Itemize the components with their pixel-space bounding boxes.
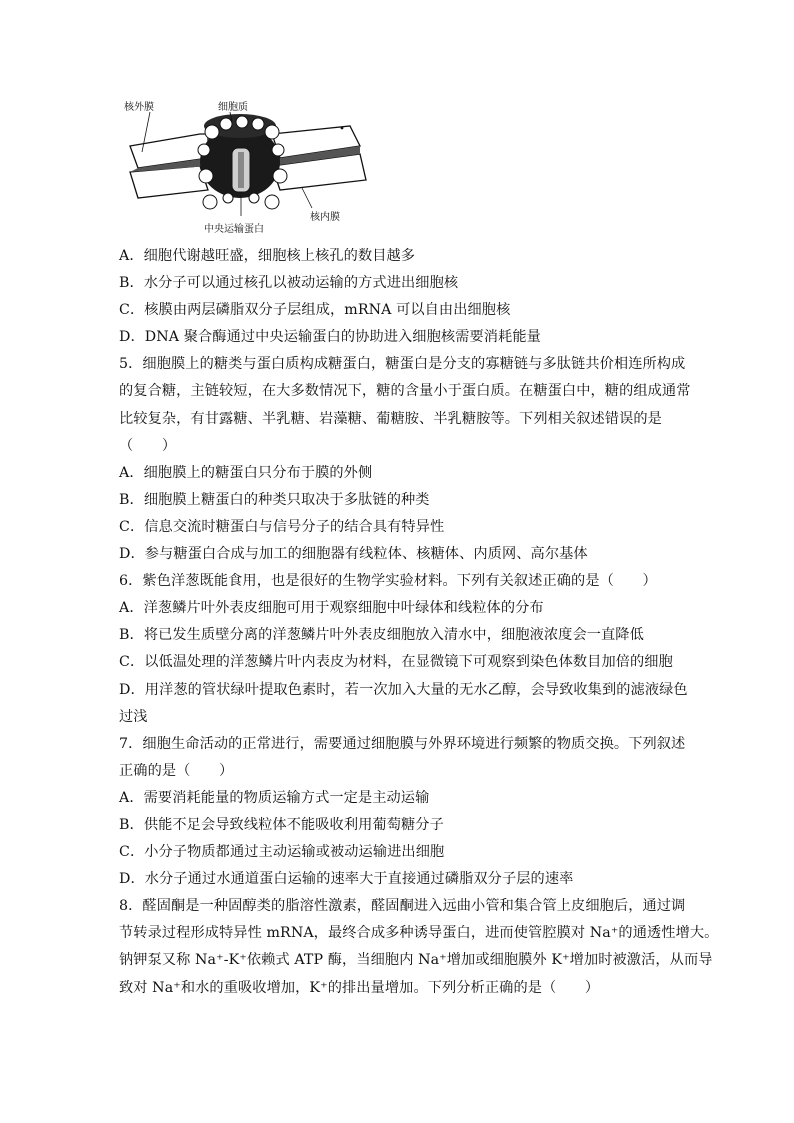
label-inner-membrane: 核内膜	[310, 212, 340, 223]
label-cytoplasm: 细胞质	[218, 102, 248, 113]
q5-option-d: D．参与糖蛋白合成与加工的细胞器有线粒体、核糖体、内质网、高尔基体	[119, 546, 588, 563]
q7-option-d: D．水分子通过水通道蛋白运输的速率大于直接通过磷脂双分子层的速率	[119, 871, 574, 888]
central-channel	[238, 152, 244, 188]
dot-mark	[341, 127, 344, 130]
label-central-protein: 中央运输蛋白	[204, 224, 264, 235]
q8-stem-line-2: 节转录过程形成特异性 mRNA，最终合成多种诱导蛋白，进而使管腔膜对 Na⁺的通透性增大。	[119, 925, 719, 942]
q4-option-c: C．核膜由两层磷脂双分子层组成，mRNA 可以自由出细胞核	[119, 302, 511, 319]
q6-option-a: A．洋葱鳞片叶外表皮细胞可用于观察细胞中叶绿体和线粒体的分布	[119, 600, 544, 617]
q4-option-d: D．DNA 聚合酶通过中央运输蛋白的协助进入细胞核需要消耗能量	[119, 329, 541, 346]
subunit-10	[203, 195, 217, 209]
subunit-7	[272, 144, 284, 156]
q5-stem-line-4: （ ）	[119, 437, 177, 454]
q8-stem-line-3: 钠钾泵又称 Na⁺-K⁺依赖式 ATP 酶，当细胞内 Na⁺增加或细胞膜外 K⁺增加时被激活，从而导	[119, 952, 713, 969]
q4-option-b: B．水分子可以通过核孔以被动运输的方式进出细胞核	[119, 275, 459, 292]
nuclear-pore-diagram	[120, 98, 370, 238]
subunit-9	[273, 169, 287, 183]
nuclear-pore-figure	[120, 98, 370, 238]
subunit-13	[265, 195, 279, 209]
leader-inner-membrane	[302, 188, 312, 208]
subunit-11	[223, 193, 233, 203]
label-outer-membrane: 核外膜	[124, 102, 154, 113]
subunit-5	[265, 125, 279, 139]
subunit-1	[205, 125, 219, 139]
q5-stem-line-1: 5．细胞膜上的糖类与蛋白质构成糖蛋白，糖蛋白是分支的寡糖链与多肽链共价相连所构成	[119, 356, 686, 373]
q6-option-c: C．以低温处理的洋葱鳞片叶内表皮为材料，在显微镜下可观察到染色体数目加倍的细胞	[119, 654, 673, 671]
q7-stem-line-1: 7．细胞生命活动的正常进行，需要通过细胞膜与外界环境进行频繁的物质交换。下列叙述	[119, 735, 686, 752]
q4-option-a: A．细胞代谢越旺盛，细胞核上核孔的数目越多	[119, 248, 416, 264]
q5-stem-line-3: 比较复杂，有甘露糖、半乳糖、岩藻糖、葡糖胺、半乳糖胺等。下列相关叙述错误的是	[119, 410, 662, 427]
q7-option-c: C．小分子物质都通过主动运输或被动运输进出细胞	[119, 844, 445, 861]
q6-option-b: B．将已发生质壁分离的洋葱鳞片叶外表皮细胞放入清水中，细胞液浓度会一直降低	[119, 627, 644, 644]
q7-option-b: B．供能不足会导致线粒体不能吸收利用葡萄糖分子	[119, 816, 444, 833]
subunit-2	[220, 118, 232, 130]
subunit-12	[249, 193, 259, 203]
subunit-4	[252, 118, 264, 130]
q8-stem-line-4: 致对 Na⁺和水的重吸收增加，K⁺的排出量增加。下列分析正确的是（ ）	[119, 979, 600, 996]
q5-option-a: A．细胞膜上的糖蛋白只分布于膜的外侧	[119, 464, 373, 481]
q5-stem-line-2: 的复合糖，主链较短，在大多数情况下，糖的含量小于蛋白质。在糖蛋白中，糖的组成通常	[119, 383, 691, 400]
q6-option-d-cont: 过浅	[119, 708, 148, 725]
subunit-8	[199, 169, 213, 183]
q5-option-b: B．细胞膜上糖蛋白的种类只取决于多肽链的种类	[119, 491, 430, 508]
q7-option-a: A．需要消耗能量的物质运输方式一定是主动运输	[119, 789, 430, 806]
q5-option-c: C．信息交流时糖蛋白与信号分子的结合具有特异性	[119, 518, 445, 535]
q6-option-d: D．用洋葱的管状绿叶提取色素时，若一次加入大量的无水乙醇，会导致收集到的滤液绿色	[119, 681, 688, 698]
q6-stem-line-1: 6．紫色洋葱既能食用，也是很好的生物学实验材料。下列有关叙述正确的是（ ）	[119, 573, 657, 590]
subunit-3	[236, 116, 248, 128]
q8-stem-line-1: 8．醛固酮是一种固醇类的脂溶性激素，醛固酮进入远曲小管和集合管上皮细胞后，通过调	[119, 898, 686, 915]
question-content	[119, 243, 719, 1002]
q7-stem-line-2: 正确的是（ ）	[119, 762, 234, 779]
subunit-6	[198, 144, 210, 156]
